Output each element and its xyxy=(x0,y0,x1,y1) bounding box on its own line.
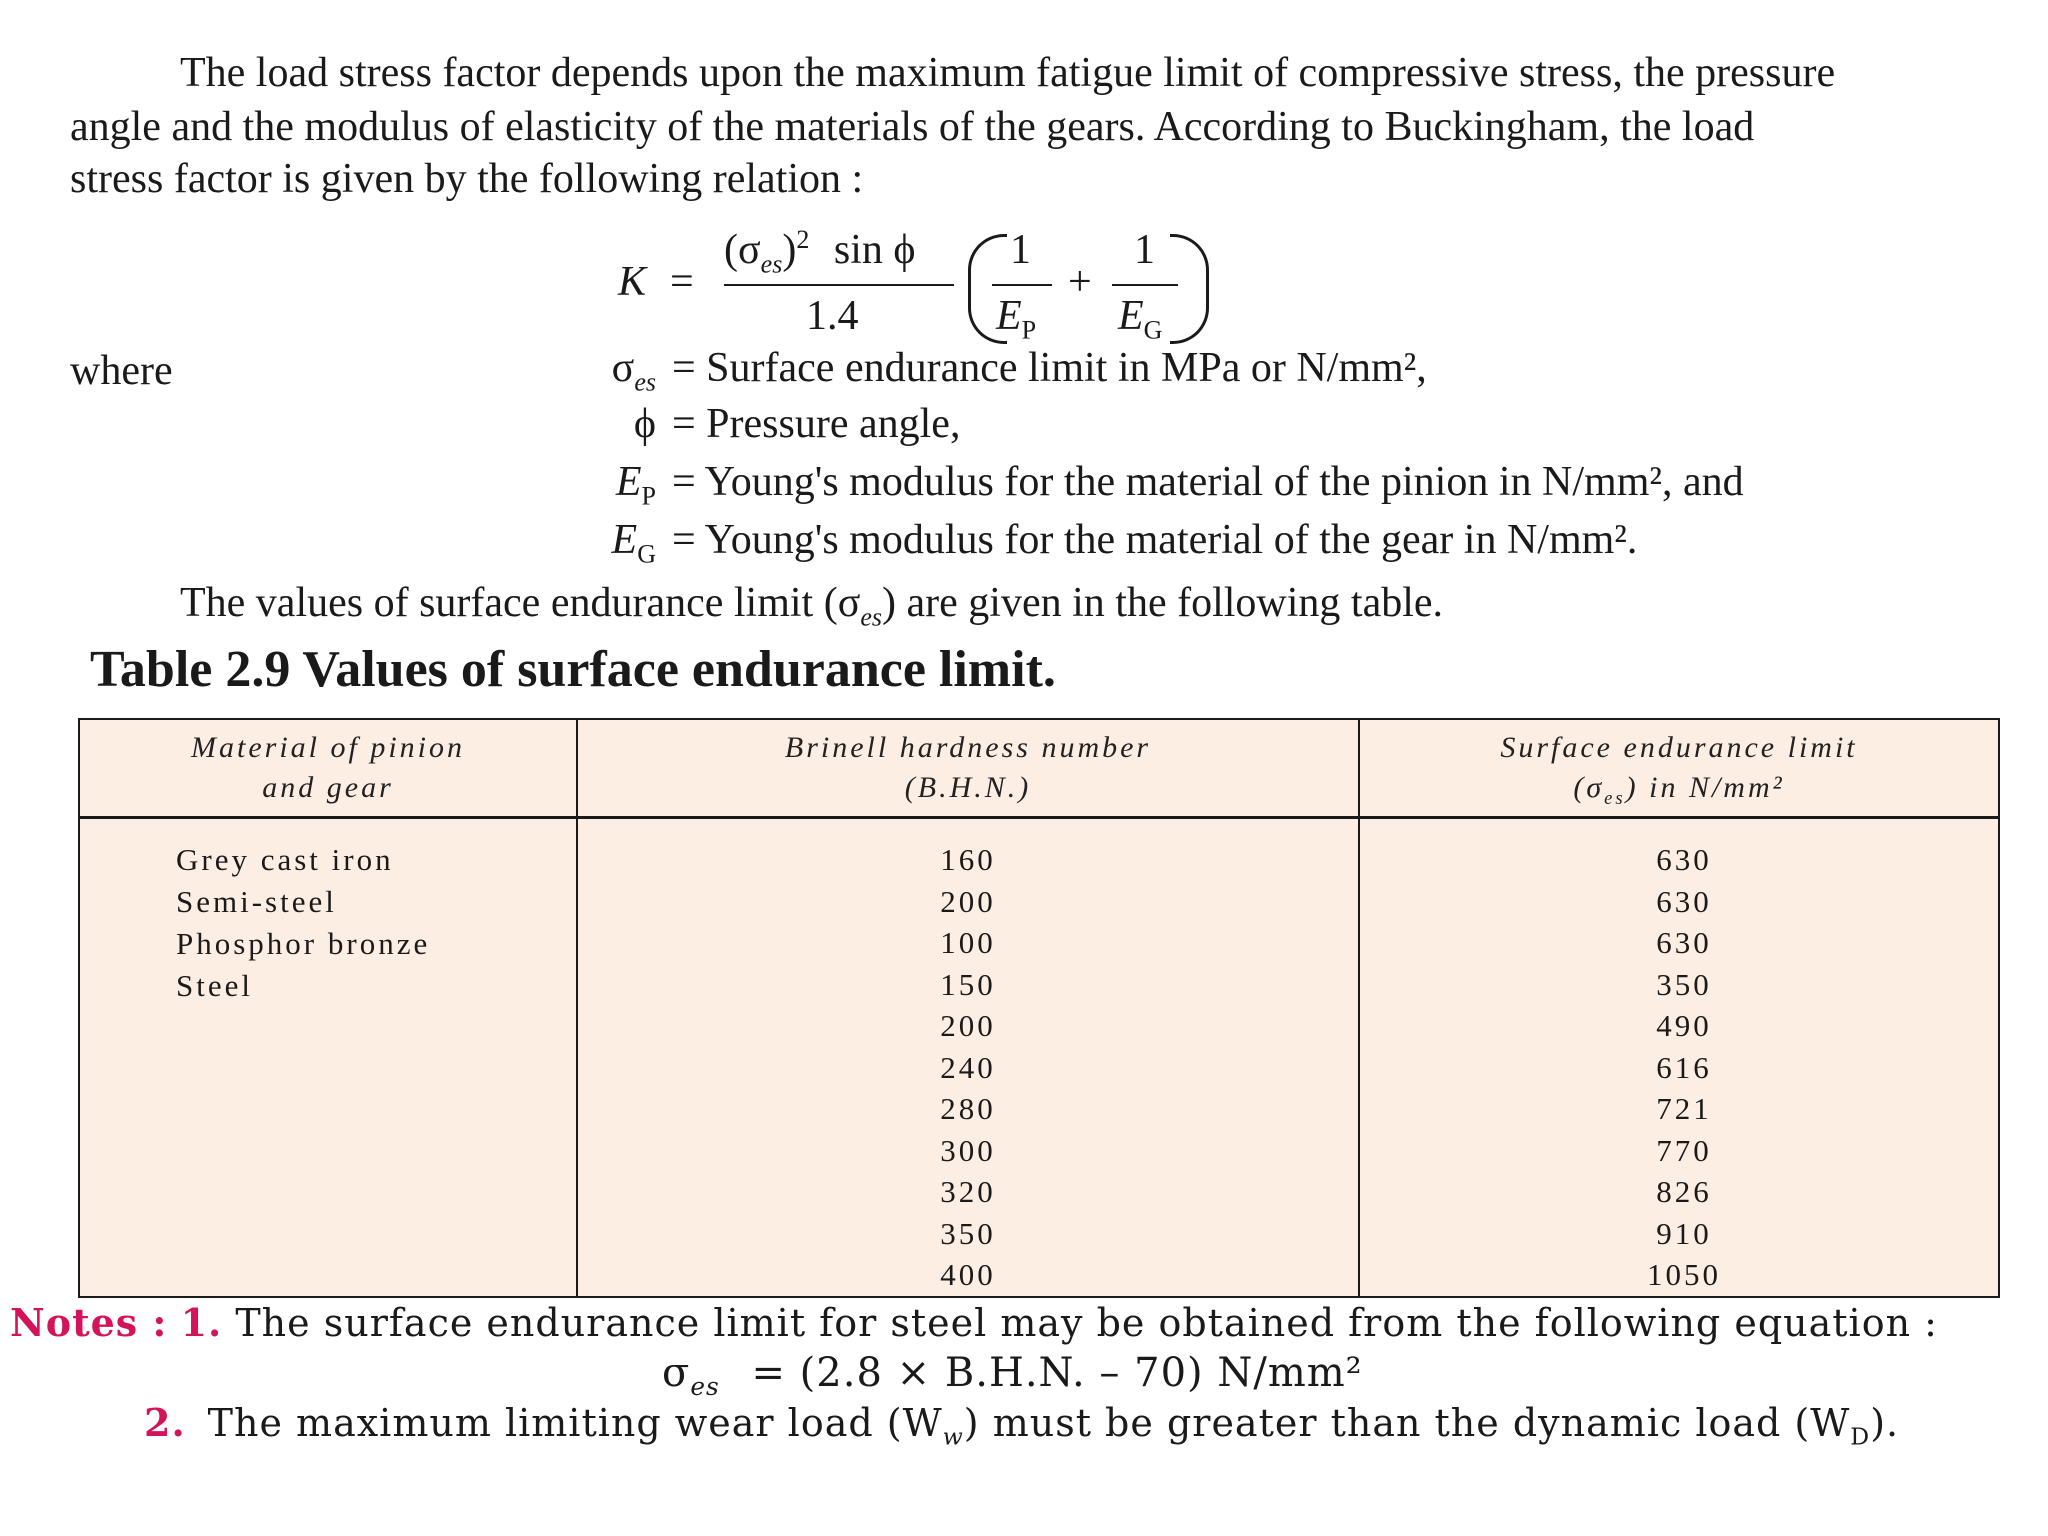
values-line-sub: es xyxy=(860,602,883,632)
def-sub-0: es xyxy=(634,367,656,397)
numerator-close: ) xyxy=(782,227,797,273)
header-bhn-l1: Brinell hardness number xyxy=(784,731,1152,764)
limit-cell: 721 xyxy=(1656,1091,1712,1126)
endurance-limit-table xyxy=(78,718,2000,1298)
note-2-number: 2. xyxy=(144,1400,186,1445)
material-cell: Grey cast iron xyxy=(176,842,394,877)
bhn-cell: 280 xyxy=(940,1091,996,1126)
bhn-cell: 350 xyxy=(940,1215,996,1251)
header-material-l1: Material of pinion xyxy=(191,731,465,764)
bhn-cell: 200 xyxy=(940,883,996,919)
note-eq-sigma: σ xyxy=(662,1350,691,1396)
note-1-number: 1. xyxy=(180,1300,223,1345)
fraction2-bar xyxy=(1112,284,1178,286)
where-label: where xyxy=(70,348,173,394)
def-ep xyxy=(556,458,656,511)
header-limit-l2b: ) in N/mm² xyxy=(1625,771,1785,804)
note-eq-text: = (2.8 × B.H.N. – 70) N/mm² xyxy=(751,1350,1363,1396)
def-sym-2: E xyxy=(615,459,642,505)
bhn-cell: 320 xyxy=(940,1174,996,1209)
numerator-sin: sin ϕ xyxy=(833,227,916,273)
intro-line-2: angle and the modulus of elasticity of the materials of the gears. According to Buckingham, the load xyxy=(70,104,1755,150)
note-2-sub-d: D xyxy=(1850,1422,1871,1451)
material-cell: Phosphor bronze xyxy=(176,926,431,961)
bhn-cell: 160 xyxy=(940,842,996,877)
note-1 xyxy=(10,1300,1938,1345)
numerator-sub: es xyxy=(760,249,783,279)
material-cell: Steel xyxy=(176,968,253,1003)
limit-cell: 910 xyxy=(1656,1215,1712,1251)
numerator-sigma: (σ xyxy=(724,227,761,273)
values-line-pre: The values of surface endurance limit (σ xyxy=(180,580,861,626)
f1-den-sub: P xyxy=(1021,315,1037,345)
fraction1-denominator xyxy=(996,292,1037,345)
limit-column xyxy=(1359,818,1999,1297)
header-bhn xyxy=(577,719,1359,818)
note-2-post: ). xyxy=(1870,1401,1900,1445)
bhn-cell: 300 xyxy=(940,1132,996,1168)
header-material xyxy=(79,719,577,818)
fraction1-numerator: 1 xyxy=(1010,227,1031,273)
def-sub-2: P xyxy=(641,481,656,511)
def-eg xyxy=(556,516,656,569)
intro-line-1: The load stress factor depends upon the maximum fatigue limit of compressive stress, the pressure xyxy=(180,50,1836,96)
limit-cell: 770 xyxy=(1656,1132,1712,1168)
limit-cell: 630 xyxy=(1656,842,1712,877)
header-limit-sub: es xyxy=(1604,788,1626,809)
right-paren xyxy=(1170,234,1209,344)
bhn-cell: 150 xyxy=(940,966,996,1002)
header-limit-l2a: (σ xyxy=(1573,771,1605,804)
table-body-row xyxy=(79,818,1999,1297)
table-header-row xyxy=(79,719,1999,818)
fraction2-numerator: 1 xyxy=(1134,227,1155,273)
equation-plus: + xyxy=(1068,259,1092,305)
material-cell: Semi-steel xyxy=(176,884,337,919)
f2-den-e: E xyxy=(1118,293,1144,339)
def-text-phi: = Pressure angle, xyxy=(672,401,961,447)
intro-line-3: stress factor is given by the following relation : xyxy=(70,156,864,202)
header-bhn-l2: (B.H.N.) xyxy=(904,771,1032,804)
bhn-cell: 240 xyxy=(940,1049,996,1085)
limit-cell: 630 xyxy=(1656,883,1712,919)
material-column xyxy=(79,818,577,1297)
limit-cell: 490 xyxy=(1656,1008,1712,1043)
note-eq-sub: es xyxy=(690,1372,720,1401)
def-text-eg: = Young's modulus for the material of the gear in N/mm². xyxy=(672,517,1638,563)
limit-cell: 616 xyxy=(1656,1049,1712,1085)
bhn-column xyxy=(577,818,1359,1297)
f2-den-sub: G xyxy=(1143,315,1163,345)
header-material-l2: and gear xyxy=(262,771,394,804)
note-2-mid: ) must be greater than the dynamic load (W xyxy=(963,1401,1851,1445)
bhn-cell: 200 xyxy=(940,1008,996,1043)
header-limit xyxy=(1359,719,1999,818)
equation-equals: = xyxy=(670,259,694,305)
limit-cell: 350 xyxy=(1656,966,1712,1002)
def-sym-3: E xyxy=(611,517,638,563)
fraction1-bar xyxy=(992,284,1052,286)
table-caption: Table 2.9 Values of surface endurance limit. xyxy=(90,641,1056,698)
def-sym-0: σ xyxy=(611,345,635,391)
limit-cell: 826 xyxy=(1656,1174,1712,1209)
note-2-sub-w: w xyxy=(942,1422,964,1451)
note-2-pre: The maximum limiting wear load (W xyxy=(207,1401,943,1445)
def-sym-1: ϕ xyxy=(633,401,656,447)
note-equation xyxy=(662,1350,1363,1401)
limit-cell: 630 xyxy=(1656,925,1712,960)
def-sub-3: G xyxy=(637,539,656,569)
values-line xyxy=(180,576,1443,630)
header-limit-l1: Surface endurance limit xyxy=(1500,731,1858,764)
note-2 xyxy=(144,1400,1900,1451)
numerator-sup: 2 xyxy=(796,225,810,254)
equation-lhs: K xyxy=(618,259,647,305)
fraction2-denominator xyxy=(1118,292,1163,345)
values-line-post: ) are given in the following table. xyxy=(882,580,1444,626)
def-text-ep: = Young's modulus for the material of the pinion in N/mm², and xyxy=(672,459,1744,505)
equation-numerator xyxy=(724,225,916,279)
limit-cell: 1050 xyxy=(1647,1257,1721,1292)
note-1-text: The surface endurance limit for steel may be obtained from the following equation : xyxy=(235,1301,1938,1345)
f1-den-e: E xyxy=(996,293,1022,339)
bhn-cell: 100 xyxy=(940,925,996,960)
equation-denominator: 1.4 xyxy=(806,293,859,339)
def-phi xyxy=(556,400,656,448)
notes-label: Notes : xyxy=(10,1300,168,1345)
def-sigma-es xyxy=(556,344,656,397)
bhn-cell: 400 xyxy=(940,1257,996,1292)
header-limit-l2 xyxy=(1364,768,1994,808)
main-fraction-bar xyxy=(724,284,954,286)
def-text-sigma: = Surface endurance limit in MPa or N/mm², xyxy=(672,345,1427,391)
